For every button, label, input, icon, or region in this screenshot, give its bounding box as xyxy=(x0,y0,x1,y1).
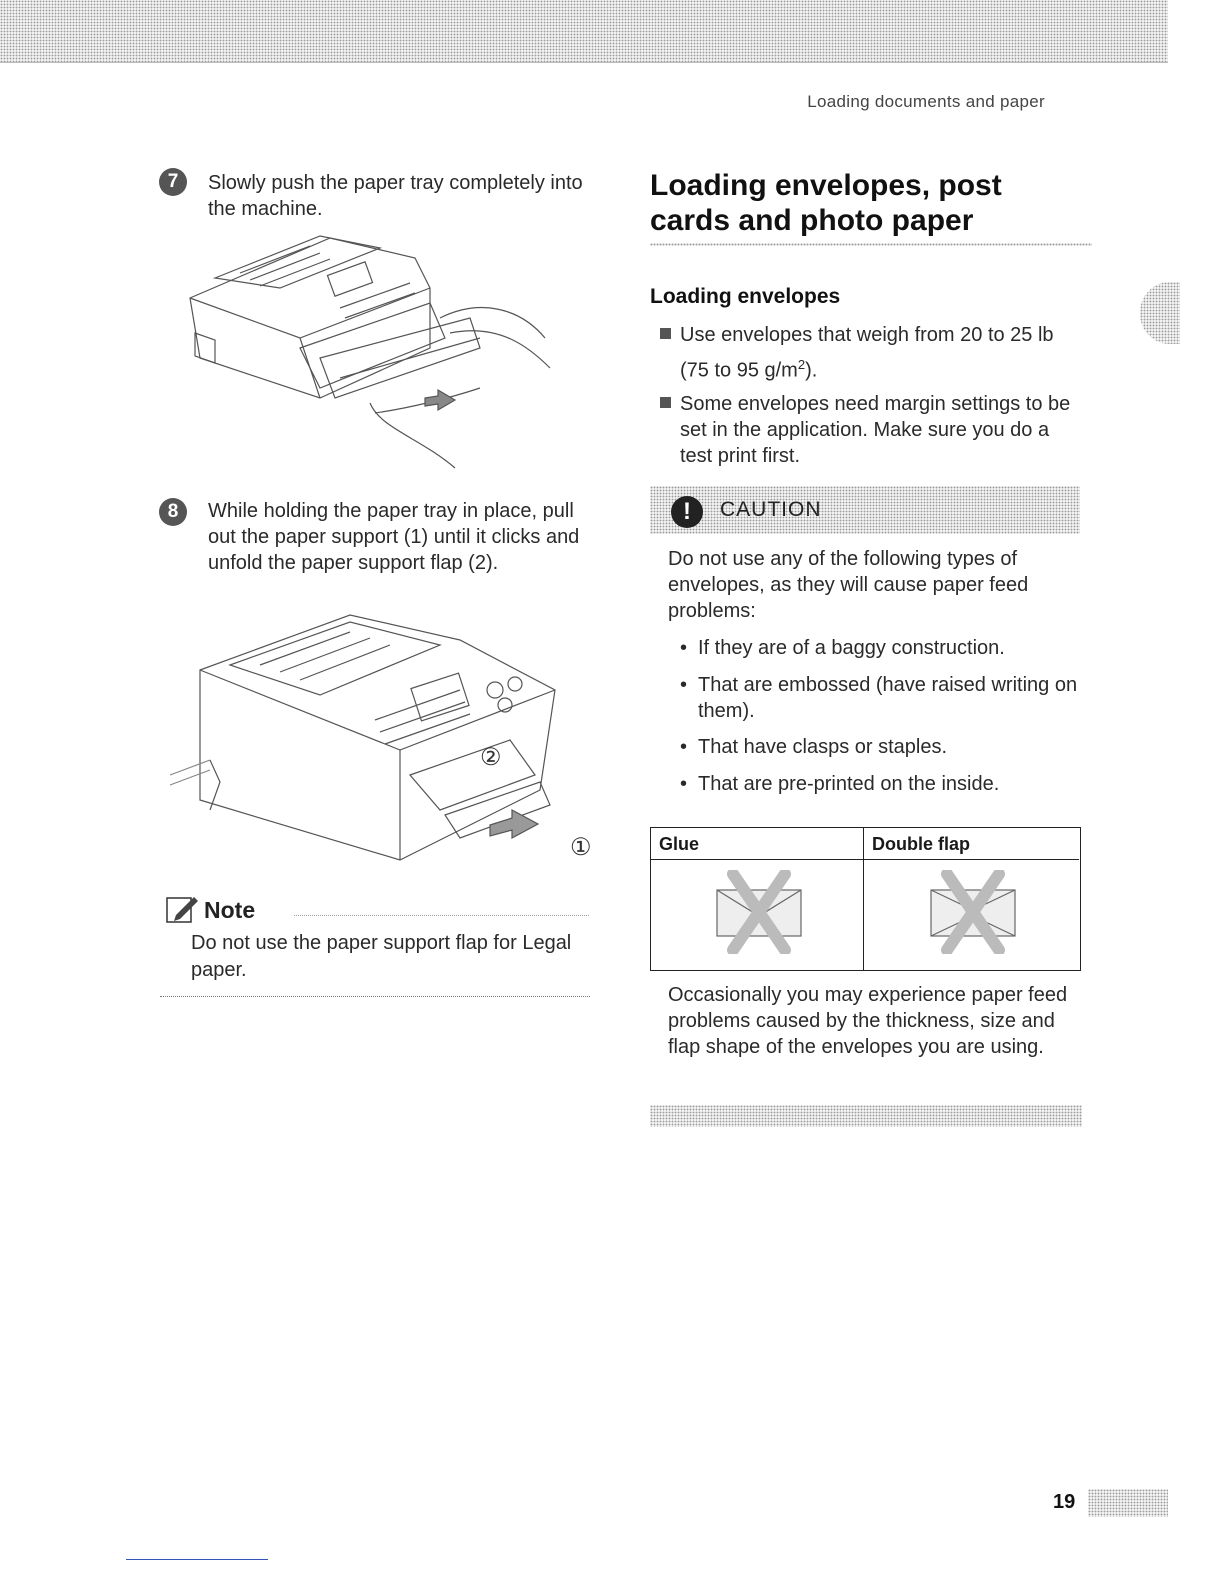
note-bottom-divider xyxy=(160,996,590,997)
step-8-number: 8 xyxy=(159,498,187,526)
top-decorative-band xyxy=(0,0,1168,63)
table-header-double-flap: Double flap xyxy=(864,828,1079,860)
note-header xyxy=(164,893,594,927)
bullet-margin-text: Some envelopes need margin settings to be set in the application. Make sure you do a test print first. xyxy=(680,393,1071,467)
envelope-table xyxy=(650,827,1081,971)
push-tray-illustration xyxy=(180,228,560,478)
closing-paragraph: Occasionally you may experience paper feed problems caused by the thickness, size and flap shape of the envelopes you are using. xyxy=(668,984,1068,1058)
caution-end-band xyxy=(650,1105,1082,1127)
square-bullet-icon xyxy=(660,397,671,408)
bullet-weight-text: Use envelopes that weigh from 20 to 25 lb xyxy=(680,324,1054,346)
double-flap-envelope-crossed-icon xyxy=(927,870,1019,954)
step-8-text: While holding the paper tray in place, pull out the paper support (1) until it clicks and unfold the paper support flap (2). xyxy=(208,500,580,574)
bullet-weight-units: (75 to 95 $g/m^2$). xyxy=(680,357,818,382)
title-divider xyxy=(650,243,1092,246)
pull-support-illustration xyxy=(160,610,600,880)
table-header-glue: Glue xyxy=(651,828,864,860)
bottom-rule xyxy=(126,1559,268,1560)
subsection-title: Loading envelopes xyxy=(650,285,841,308)
step-7-text: Slowly push the paper tray completely into the machine. xyxy=(208,172,583,220)
caution-intro: Do not use any of the following types of envelopes, as they will cause paper feed problems: xyxy=(668,548,1029,622)
page-number-tab xyxy=(1088,1489,1168,1517)
square-bullet-icon xyxy=(660,328,671,339)
section-title: Loading envelopes, post cards and photo paper xyxy=(650,169,1002,237)
page-number: 19 xyxy=(1053,1491,1076,1513)
glue-envelope-crossed-icon xyxy=(713,870,805,954)
caution-band xyxy=(650,486,1080,534)
note-label: Note xyxy=(204,897,256,923)
running-header: Loading documents and paper xyxy=(807,92,1045,111)
step-7-number: 7 xyxy=(159,168,187,196)
callout-1: ① xyxy=(570,834,592,861)
note-divider xyxy=(294,915,589,916)
chapter-side-tab xyxy=(1140,282,1180,344)
callout-2: ② xyxy=(480,744,502,771)
caution-exclamation-icon: ! xyxy=(671,496,703,528)
note-text: Do not use the paper support flap for Legal paper. xyxy=(191,932,572,981)
note-pencil-icon xyxy=(164,893,200,925)
caution-label: CAUTION xyxy=(720,498,822,521)
